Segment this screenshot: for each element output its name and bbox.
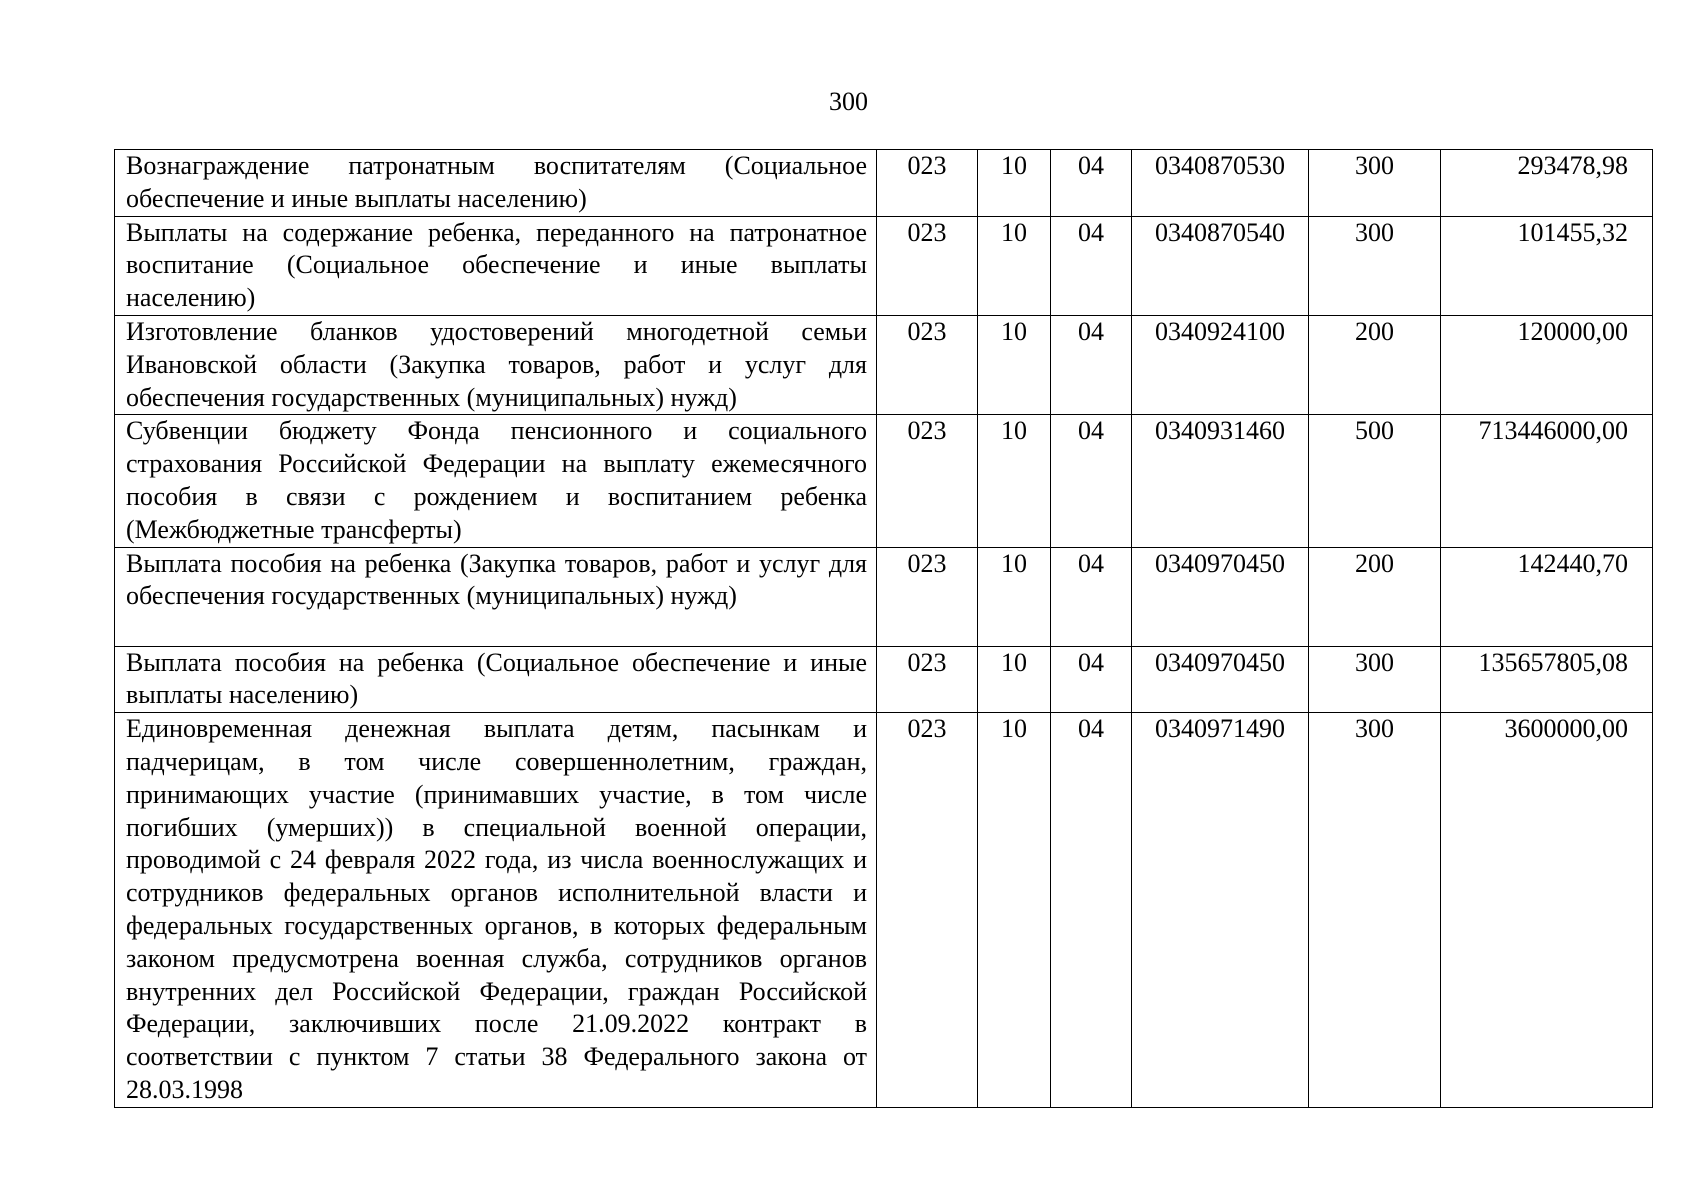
target-article-code: 0340970450 — [1132, 547, 1309, 646]
row-description: Выплата пособия на ребенка (Социальное обеспечение и иные выплаты населению) — [115, 646, 877, 713]
subsection-code: 04 — [1051, 547, 1132, 646]
ministry-code: 023 — [877, 713, 978, 1108]
subsection-code: 04 — [1051, 150, 1132, 217]
amount: 101455,32 — [1441, 216, 1653, 315]
section-code: 10 — [978, 415, 1051, 547]
table-row — [115, 150, 1653, 217]
row-description: Выплаты на содержание ребенка, переданного на патронатное воспитание (Социальное обеспечение и иные выплаты населению) — [115, 216, 877, 315]
subsection-code: 04 — [1051, 713, 1132, 1108]
table-row — [115, 216, 1653, 315]
target-article-code: 0340971490 — [1132, 713, 1309, 1108]
row-description: Субвенции бюджету Фонда пенсионного и социального страхования Российской Федерации на выплату ежемесячного пособия в связи с рождением и воспитанием ребенка (Межбюджетные трансферты) — [115, 415, 877, 547]
table-row — [115, 646, 1653, 713]
subsection-code: 04 — [1051, 646, 1132, 713]
amount: 293478,98 — [1441, 150, 1653, 217]
amount: 142440,70 — [1441, 547, 1653, 646]
ministry-code: 023 — [877, 315, 978, 414]
table-row — [115, 315, 1653, 414]
section-code: 10 — [978, 150, 1051, 217]
subsection-code: 04 — [1051, 216, 1132, 315]
row-description: Изготовление бланков удостоверений многодетной семьи Ивановской области (Закупка товаров, работ и услуг для обеспечения государственных (муниципальных) нужд) — [115, 315, 877, 414]
expense-type-code: 300 — [1309, 150, 1441, 217]
subsection-code: 04 — [1051, 315, 1132, 414]
section-code: 10 — [978, 216, 1051, 315]
target-article-code: 0340870530 — [1132, 150, 1309, 217]
section-code: 10 — [978, 547, 1051, 646]
row-description: Выплата пособия на ребенка (Закупка товаров, работ и услуг для обеспечения государственных (муниципальных) нужд) — [115, 547, 877, 646]
expense-type-code: 300 — [1309, 713, 1441, 1108]
amount: 3600000,00 — [1441, 713, 1653, 1108]
budget-table — [114, 149, 1653, 1108]
expense-type-code: 300 — [1309, 216, 1441, 315]
section-code: 10 — [978, 713, 1051, 1108]
expense-type-code: 200 — [1309, 547, 1441, 646]
expense-type-code: 500 — [1309, 415, 1441, 547]
table-row — [115, 415, 1653, 547]
expense-type-code: 200 — [1309, 315, 1441, 414]
target-article-code: 0340970450 — [1132, 646, 1309, 713]
section-code: 10 — [978, 315, 1051, 414]
page-number: 300 — [829, 87, 868, 116]
ministry-code: 023 — [877, 415, 978, 547]
ministry-code: 023 — [877, 547, 978, 646]
table-row — [115, 547, 1653, 646]
amount: 135657805,08 — [1441, 646, 1653, 713]
row-description: Вознаграждение патронатным воспитателям (Социальное обеспечение и иные выплаты населению) — [115, 150, 877, 217]
ministry-code: 023 — [877, 216, 978, 315]
target-article-code: 0340924100 — [1132, 315, 1309, 414]
target-article-code: 0340931460 — [1132, 415, 1309, 547]
row-description: Единовременная денежная выплата детям, пасынкам и падчерицам, в том числе совершеннолетним, граждан, принимающих участие (принимавших участие, в том числе погибших (умерших)) в специальной военной операции, проводимой с 24 февраля 2022 года, из числа военнослужащих и сотрудников федеральных органов исполнительной власти и федеральных государственных органов, в которых федеральным законом предусмотрена военная служба, сотрудников органов внутренних дел Российской Федерации, граждан Российской Федерации, заключивших после 21.09.2022 контракт в соответствии с пунктом 7 статьи 38 Федерального закона от 28.03.1998 — [115, 713, 877, 1108]
amount: 713446000,00 — [1441, 415, 1653, 547]
section-code: 10 — [978, 646, 1051, 713]
amount: 120000,00 — [1441, 315, 1653, 414]
expense-type-code: 300 — [1309, 646, 1441, 713]
subsection-code: 04 — [1051, 415, 1132, 547]
target-article-code: 0340870540 — [1132, 216, 1309, 315]
ministry-code: 023 — [877, 646, 978, 713]
table-row — [115, 713, 1653, 1108]
ministry-code: 023 — [877, 150, 978, 217]
